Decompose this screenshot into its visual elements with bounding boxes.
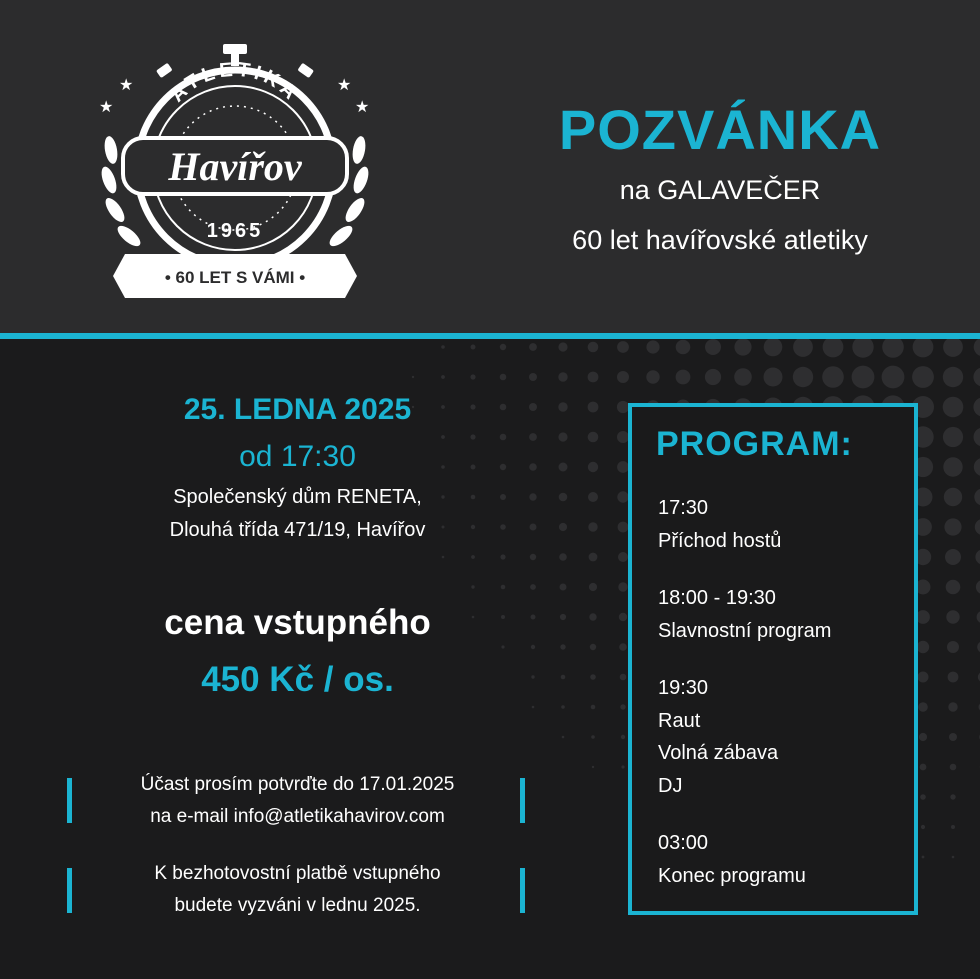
program-title: PROGRAM: — [656, 425, 853, 463]
program-item-label: Volná zábava — [658, 742, 779, 764]
program-item-time: 17:30 — [658, 497, 709, 519]
program-item-label: Konec programu — [658, 864, 806, 887]
program-item-label: Příchod hostů — [658, 529, 782, 552]
program-item — [658, 492, 898, 557]
program-item-time: 18:00 - 19:30 — [658, 587, 776, 609]
price-value: 450 Kč / os. — [201, 660, 394, 699]
price-label: cena vstupného — [164, 603, 431, 642]
venue-name: Společenský dům RENETA, — [173, 486, 422, 508]
venue-address: Dlouhá třída 471/19, Havířov — [169, 519, 426, 541]
logo-script-text: Havířov — [168, 144, 302, 189]
program-item-label: DJ — [658, 774, 683, 797]
svg-text:★: ★ — [337, 75, 352, 94]
svg-text:★: ★ — [355, 97, 370, 116]
payment-line-2: budete vyzváni v lednu 2025. — [174, 895, 421, 916]
note-bar-right — [520, 778, 525, 823]
rsvp-note — [90, 769, 505, 833]
payment-note — [90, 858, 505, 922]
logo-year: 1965 — [206, 220, 264, 242]
event-time: od 17:30 — [239, 440, 356, 473]
event-date: 25. LEDNA 2025 — [183, 393, 412, 426]
note-bar-left — [67, 778, 72, 823]
program-item-time: 19:30 — [658, 677, 709, 699]
note-bar-right-2 — [520, 868, 525, 913]
event-subtitle-2: 60 let havířovské atletiky — [572, 225, 868, 255]
program-item-label: Slavnostní program — [658, 619, 832, 642]
svg-text:★: ★ — [119, 75, 134, 94]
svg-text:★: ★ — [99, 97, 114, 116]
program-item-label: Raut — [658, 709, 701, 732]
logo-ribbon-text: • 60 LET S VÁMI • — [164, 268, 306, 287]
event-subtitle: na GALAVEČER — [619, 175, 821, 205]
note-bar-left-2 — [67, 868, 72, 913]
program-item — [658, 582, 898, 647]
program-item — [658, 672, 898, 802]
rsvp-email-line: na e-mail info@atletikahavirov.com — [150, 806, 445, 827]
invitation-title: POZVÁNKA — [558, 98, 882, 161]
program-item-time: 03:00 — [658, 832, 709, 854]
payment-line-1: K bezhotovostní platbě vstupného — [154, 863, 441, 884]
program-item — [658, 827, 898, 892]
atletika-havirov-logo — [85, 40, 385, 310]
rsvp-line-1: Účast prosím potvrďte do 17.01.2025 — [140, 774, 455, 795]
logo-arc-text: ATLETIKA — [166, 58, 304, 107]
